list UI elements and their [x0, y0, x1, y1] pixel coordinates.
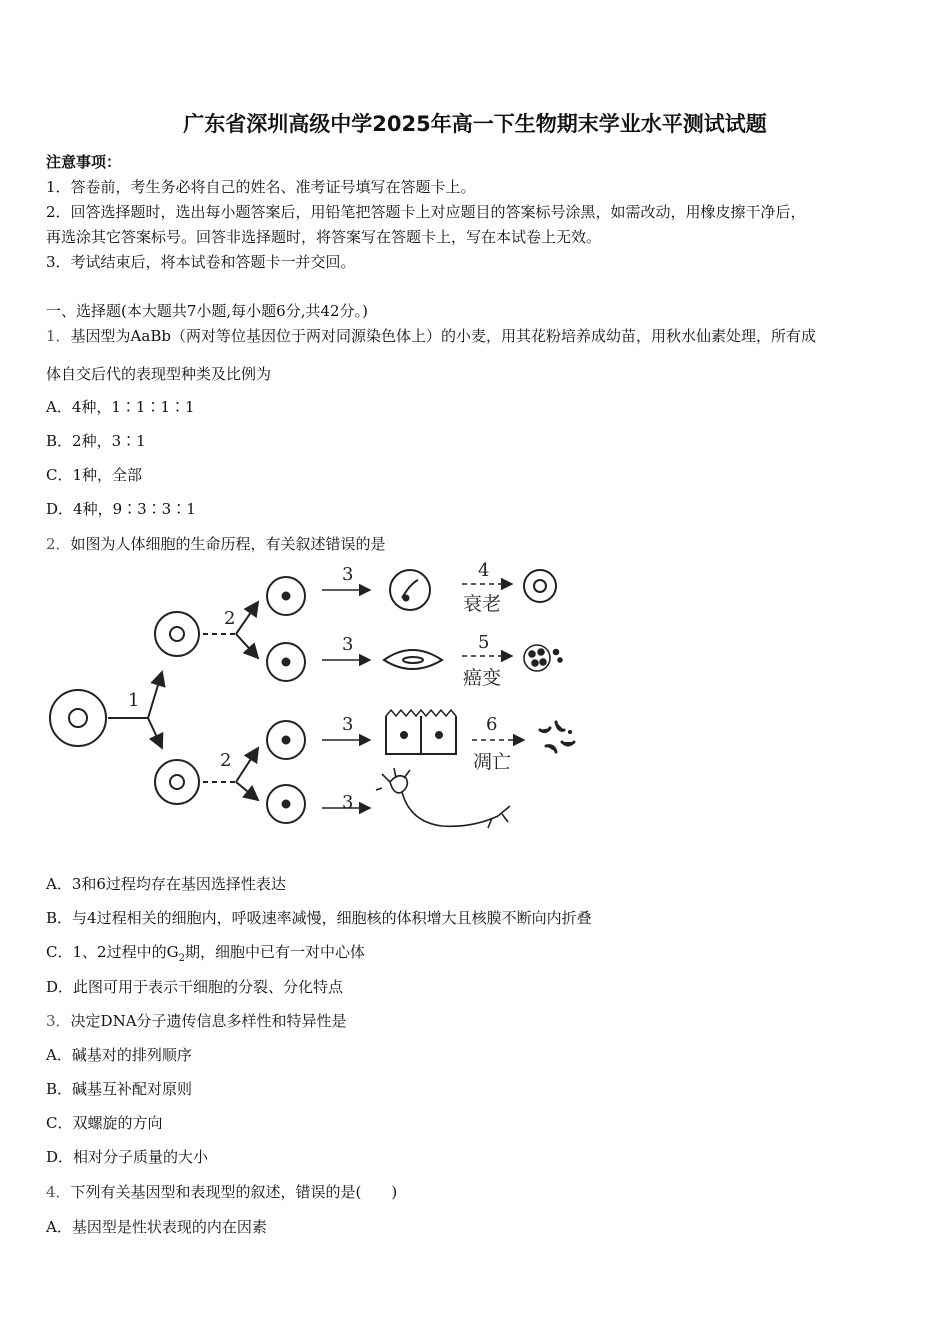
spindle-cell [384, 650, 442, 669]
arrow [236, 748, 258, 782]
differentiated-cell [390, 570, 430, 610]
cell-lifecycle-figure [40, 556, 600, 846]
cell-row-4 [267, 785, 305, 823]
question-1 [46, 326, 816, 346]
step-label: 1 [128, 690, 140, 711]
arrow-down [148, 718, 162, 748]
notice-item-1: 1．答卷前，考生务必将自己的姓名、准考证号填写在答题卡上。 [46, 178, 476, 196]
q2-option-a: A．3和6过程均存在基因选择性表达 [46, 875, 286, 893]
question-text: 基因型为AaBb（两对等位基因位于两对同源染色体上）的小麦，用其花粉培养成幼苗，用秋水仙素处理，所有成 [70, 327, 816, 345]
step-label: 5 [478, 632, 490, 653]
q1-option-a: A．4种，1∶1∶1∶1 [46, 398, 195, 416]
step-label: 2 [224, 608, 236, 629]
q3-option-d: D．相对分子质量的大小 [46, 1148, 209, 1166]
question-2 [46, 534, 386, 554]
parent-cell [50, 690, 106, 746]
q1-option-d: D．4种，9∶3∶3∶1 [46, 500, 196, 518]
epithelial-cells [386, 710, 456, 754]
step-label: 3 [342, 564, 354, 585]
arrow [236, 782, 258, 800]
question-4 [46, 1182, 397, 1202]
step-label: 3 [342, 714, 354, 735]
question-text: 如图为人体细胞的生命历程，有关叙述错误的是 [70, 535, 386, 553]
arrow-up [148, 672, 162, 718]
label-senescence: 衰老 [463, 593, 502, 615]
question-number: 4． [46, 1183, 71, 1201]
step-label: 3 [342, 634, 354, 655]
q2-option-b: B．与4过程相关的细胞内，呼吸速率减慢，细胞核的体积增大且核膜不断向内折叠 [46, 909, 592, 927]
cell-row-3 [267, 721, 305, 759]
arrow [236, 634, 258, 658]
neuron-cell [376, 768, 510, 828]
q4-option-a: A．基因型是性状表现的内在因素 [46, 1218, 267, 1236]
step-label: 4 [478, 560, 490, 581]
q1-option-b: B．2种，3∶1 [46, 432, 146, 450]
question-number: 1． [46, 327, 71, 345]
daughter-cell-upper [155, 612, 199, 656]
section-heading: 一、选择题(本大题共7小题,每小题6分,共42分。) [46, 302, 368, 320]
question-number: 2． [46, 535, 71, 553]
question-1-cont: 体自交后代的表现型种类及比例为 [46, 365, 272, 383]
page-title: 广东省深圳高级中学2025年高一下生物期末学业水平测试试题 [183, 112, 767, 136]
q3-option-b: B．碱基互补配对原则 [46, 1080, 193, 1098]
notice-heading: 注意事项： [46, 153, 122, 171]
question-3 [46, 1011, 347, 1031]
question-text: 决定DNA分子遗传信息多样性和特异性是 [70, 1012, 347, 1030]
daughter-cell-lower [155, 760, 199, 804]
step-label: 3 [342, 792, 354, 813]
step-label: 2 [220, 750, 232, 771]
arrow [236, 602, 258, 634]
cell-row-1 [267, 577, 305, 615]
q2-option-c [46, 942, 365, 962]
option-text: 期，细胞中已有一对中心体 [184, 943, 365, 961]
step-label: 6 [486, 714, 498, 735]
notice-item-2-cont: 再选涂其它答案标号。回答非选择题时，将答案写在答题卡上，写在本试卷上无效。 [46, 228, 602, 246]
q3-option-c: C．双螺旋的方向 [46, 1114, 163, 1132]
label-cancer: 癌变 [463, 667, 502, 689]
option-text: C．1、2过程中的G [46, 943, 179, 961]
label-apoptosis: 凋亡 [473, 751, 512, 773]
notice-item-3: 3．考试结束后，将本试卷和答题卡一并交回。 [46, 253, 356, 271]
apoptotic-fragments [540, 722, 574, 752]
question-text: 下列有关基因型和表现型的叙述，错误的是( ) [70, 1183, 398, 1201]
q1-option-c: C．1种，全部 [46, 466, 143, 484]
q3-option-a: A．碱基对的排列顺序 [46, 1046, 192, 1064]
q2-option-d: D．此图可用于表示干细胞的分裂、分化特点 [46, 978, 344, 996]
senescent-cell [524, 570, 556, 602]
notice-item-2: 2．回答选择题时，选出每小题答案后，用铅笔把答题卡上对应题目的答案标号涂黑，如需改动，用橡皮擦干净后， [46, 203, 806, 221]
cell-row-2 [267, 643, 305, 681]
subscript: 2 [178, 953, 185, 964]
cancer-cell [524, 645, 562, 671]
question-number: 3． [46, 1012, 71, 1030]
